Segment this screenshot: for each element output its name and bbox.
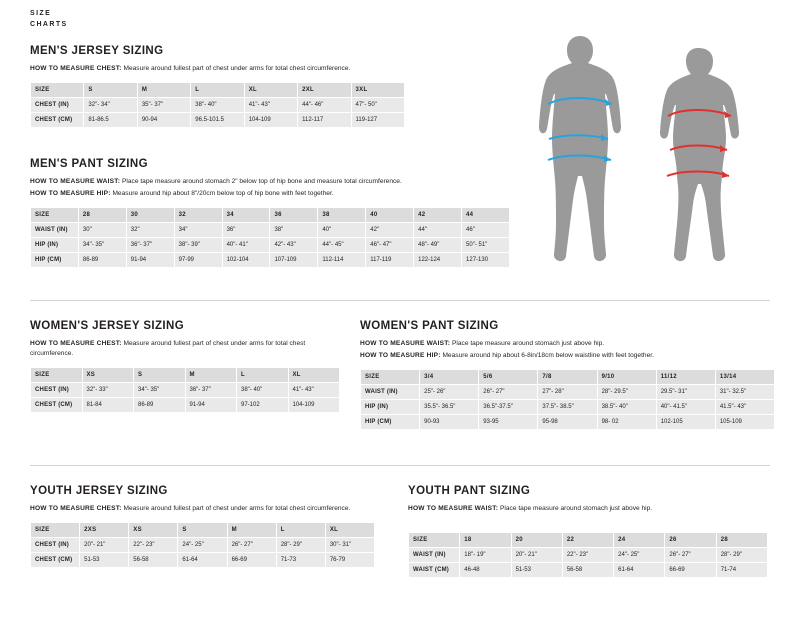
table-cell: 48"- 49" xyxy=(414,238,462,253)
table-cell: WAIST (CM) xyxy=(409,563,460,578)
table-header-cell: SIZE xyxy=(31,208,79,223)
howto-label: HOW TO MEASURE CHEST: xyxy=(30,505,122,512)
table-cell: 46" xyxy=(462,223,510,238)
table-cell: 26"- 27" xyxy=(227,538,276,553)
body-diagrams xyxy=(520,28,780,278)
table-cell: WAIST (IN) xyxy=(409,548,460,563)
female-hip-arrow-head xyxy=(722,171,729,178)
table-cell: 76-79 xyxy=(325,553,374,568)
table-cell: 27"- 28" xyxy=(538,385,597,400)
table-cell: 36"- 37" xyxy=(185,383,237,398)
table-cell: 34"- 35" xyxy=(134,383,186,398)
table-cell: HIP (CM) xyxy=(361,415,420,430)
table-header-cell: XS xyxy=(129,523,178,538)
table-cell: 41"- 43" xyxy=(288,383,340,398)
table-cell: 30" xyxy=(78,223,126,238)
table-womens-jersey xyxy=(30,367,340,413)
table-header-row xyxy=(31,523,375,538)
table-header-cell: 2XL xyxy=(298,83,351,98)
table-header-cell: L xyxy=(237,368,289,383)
table-header-cell: 34 xyxy=(222,208,270,223)
table-header-cell: 3XL xyxy=(351,83,404,98)
table-row xyxy=(409,548,768,563)
table-cell: 46-48 xyxy=(460,563,511,578)
table-cell: 36.5"-37.5" xyxy=(479,400,538,415)
table-cell: 102-105 xyxy=(656,415,715,430)
section-youth-jersey xyxy=(30,485,380,568)
table-cell: 105-109 xyxy=(715,415,774,430)
section-title-mens-jersey: MEN'S JERSEY SIZING xyxy=(30,45,164,57)
table-header-cell: 28 xyxy=(716,533,767,548)
table-row xyxy=(31,553,375,568)
table-header-cell: XL xyxy=(244,83,297,98)
table-cell: 28"- 29.5" xyxy=(597,385,656,400)
howto-label: HOW TO MEASURE WAIST: xyxy=(30,178,121,185)
table-cell: 38" xyxy=(270,223,318,238)
table-cell: 29.5"- 31" xyxy=(656,385,715,400)
table-cell: 22"- 23" xyxy=(129,538,178,553)
table-header-cell: 32 xyxy=(174,208,222,223)
table-header-cell: 36 xyxy=(270,208,318,223)
table-header-cell: S xyxy=(178,523,227,538)
howto-mens-pant-hip xyxy=(30,189,530,199)
table-cell: 104-109 xyxy=(288,398,340,413)
table-header-cell: S xyxy=(84,83,137,98)
table-cell: 51-53 xyxy=(80,553,129,568)
table-cell: 91-94 xyxy=(185,398,237,413)
table-header-cell: 18 xyxy=(460,533,511,548)
table-cell: 117-119 xyxy=(366,253,414,268)
table-cell: 37.5"- 38.5" xyxy=(538,400,597,415)
table-cell: CHEST (CM) xyxy=(31,398,83,413)
howto-label: HOW TO MEASURE WAIST: xyxy=(360,340,451,347)
table-header-cell: 11/12 xyxy=(656,370,715,385)
table-header-cell: 28 xyxy=(78,208,126,223)
table-cell: 61-64 xyxy=(614,563,665,578)
table-cell: 26"- 27" xyxy=(479,385,538,400)
table-cell: 81-86.5 xyxy=(84,113,137,128)
male-hip-arrow-head xyxy=(604,155,611,162)
table-cell: 40" xyxy=(318,223,366,238)
howto-text: Measure around hip about 6-8in/18cm below waistline with feet together. xyxy=(440,352,654,359)
table-header-cell: 13/14 xyxy=(715,370,774,385)
howto-text: Measure around fullest part of chest under arms for total chest circumference. xyxy=(121,505,351,512)
table-cell: 112-114 xyxy=(318,253,366,268)
table-cell: 38"- 40" xyxy=(191,98,244,113)
section-title-youth-jersey: YOUTH JERSEY SIZING xyxy=(30,485,168,497)
section-mens-pant xyxy=(30,158,530,268)
table-cell: 25"- 26" xyxy=(420,385,479,400)
table-row xyxy=(31,253,510,268)
table-cell: 56-58 xyxy=(129,553,178,568)
table-cell: CHEST (IN) xyxy=(31,538,80,553)
howto-text: Measure around fullest part of chest under arms for total chest circumference. xyxy=(121,65,351,72)
table-cell: 44"- 46" xyxy=(298,98,351,113)
table-cell: 34" xyxy=(174,223,222,238)
table-cell: 31"- 32.5" xyxy=(715,385,774,400)
table-row xyxy=(361,385,775,400)
table-cell: 66-69 xyxy=(665,563,716,578)
table-cell: 42" xyxy=(366,223,414,238)
table-header-cell: SIZE xyxy=(31,83,84,98)
table-header-cell: XL xyxy=(288,368,340,383)
table-cell: CHEST (CM) xyxy=(31,553,80,568)
table-cell: CHEST (IN) xyxy=(31,98,84,113)
howto-youth-jersey-chest xyxy=(30,504,360,514)
table-header-cell: SIZE xyxy=(31,368,83,383)
section-title-womens-jersey: WOMEN'S JERSEY SIZING xyxy=(30,320,185,332)
table-cell: 30"- 31" xyxy=(325,538,374,553)
table-row xyxy=(361,415,775,430)
table-cell: 24"- 25" xyxy=(614,548,665,563)
table-cell: 32"- 33" xyxy=(82,383,134,398)
page-title-line1: SIZE xyxy=(30,10,52,17)
howto-mens-jersey-chest xyxy=(30,64,510,74)
table-cell: 40"- 41.5" xyxy=(656,400,715,415)
divider-2 xyxy=(30,465,770,466)
howto-text: Place tape measure around stomach just above hip. xyxy=(498,505,653,512)
howto-label: HOW TO MEASURE HIP: xyxy=(30,190,111,197)
table-cell: 41.5"- 43" xyxy=(715,400,774,415)
table-cell: 90-93 xyxy=(420,415,479,430)
table-header-cell: 9/10 xyxy=(597,370,656,385)
table-row xyxy=(31,98,405,113)
table-cell: 46"- 47" xyxy=(366,238,414,253)
table-header-cell: SIZE xyxy=(361,370,420,385)
table-row xyxy=(31,238,510,253)
table-header-cell: 5/6 xyxy=(479,370,538,385)
table-cell: 40"- 41" xyxy=(222,238,270,253)
table-cell: 95-98 xyxy=(538,415,597,430)
table-header-cell: S xyxy=(134,368,186,383)
table-cell: 26"- 27" xyxy=(665,548,716,563)
table-cell: CHEST (CM) xyxy=(31,113,84,128)
table-header-cell: XL xyxy=(325,523,374,538)
table-cell: 102-104 xyxy=(222,253,270,268)
section-womens-jersey xyxy=(30,320,350,413)
table-cell: 41"- 43" xyxy=(244,98,297,113)
table-header-cell: 2XS xyxy=(80,523,129,538)
table-header-cell: L xyxy=(191,83,244,98)
table-cell: WAIST (IN) xyxy=(31,223,79,238)
table-youth-jersey xyxy=(30,522,375,568)
table-header-cell: SIZE xyxy=(31,523,80,538)
table-cell: 36" xyxy=(222,223,270,238)
table-cell: WAIST (IN) xyxy=(361,385,420,400)
table-header-cell: 40 xyxy=(366,208,414,223)
table-header-cell: L xyxy=(276,523,325,538)
table-cell: 34"- 35" xyxy=(78,238,126,253)
table-header-cell: 7/8 xyxy=(538,370,597,385)
table-cell: 28"- 29" xyxy=(276,538,325,553)
table-cell: 112-117 xyxy=(298,113,351,128)
table-cell: 81-84 xyxy=(82,398,134,413)
table-cell: 32"- 34" xyxy=(84,98,137,113)
table-header-cell: SIZE xyxy=(409,533,460,548)
table-header-cell: M xyxy=(185,368,237,383)
table-header-cell: M xyxy=(227,523,276,538)
table-header-cell: 22 xyxy=(562,533,613,548)
table-cell: 56-58 xyxy=(562,563,613,578)
table-row xyxy=(31,113,405,128)
table-cell: 86-89 xyxy=(134,398,186,413)
table-cell: HIP (IN) xyxy=(361,400,420,415)
table-cell: 38.5"- 40" xyxy=(597,400,656,415)
table-cell: 50"- 51" xyxy=(462,238,510,253)
table-cell: 22"- 23" xyxy=(562,548,613,563)
section-title-youth-pant: YOUTH PANT SIZING xyxy=(408,485,531,497)
table-header-row xyxy=(361,370,775,385)
section-mens-jersey xyxy=(30,45,510,128)
table-cell: 24"- 25" xyxy=(178,538,227,553)
table-cell: 36"- 37" xyxy=(126,238,174,253)
table-cell: 127-130 xyxy=(462,253,510,268)
table-cell: 38"- 40" xyxy=(237,383,289,398)
female-body-diagram xyxy=(660,48,739,261)
table-row xyxy=(409,563,768,578)
table-header-row xyxy=(31,368,340,383)
table-youth-pant xyxy=(408,532,768,578)
table-cell: 35"- 37" xyxy=(137,98,190,113)
body-diagram-svg xyxy=(520,28,780,278)
male-body-diagram xyxy=(539,36,621,261)
table-cell: 28"- 29" xyxy=(716,548,767,563)
table-cell: 90-94 xyxy=(137,113,190,128)
table-row xyxy=(31,223,510,238)
page-title xyxy=(30,8,90,30)
table-cell: 66-69 xyxy=(227,553,276,568)
section-title-womens-pant: WOMEN'S PANT SIZING xyxy=(360,320,499,332)
howto-label: HOW TO MEASURE WAIST: xyxy=(408,505,499,512)
howto-text: Measure around fullest part of chest under arms for total chest circumference. xyxy=(30,340,306,357)
section-title-mens-pant: MEN'S PANT SIZING xyxy=(30,158,148,170)
table-header-cell: XS xyxy=(82,368,134,383)
section-youth-pant xyxy=(408,485,778,578)
table-row xyxy=(361,400,775,415)
howto-womens-pant-hip xyxy=(360,351,780,361)
table-cell: 38"- 39" xyxy=(174,238,222,253)
howto-womens-jersey-chest xyxy=(30,339,350,359)
table-cell: 91-94 xyxy=(126,253,174,268)
table-cell: 35.5"- 36.5" xyxy=(420,400,479,415)
table-row xyxy=(31,383,340,398)
table-mens-jersey xyxy=(30,82,405,128)
howto-text: Place tape measure around stomach just above hip. xyxy=(450,340,605,347)
table-cell: 71-74 xyxy=(716,563,767,578)
table-cell: CHEST (IN) xyxy=(31,383,83,398)
table-mens-pant xyxy=(30,207,510,268)
table-cell: HIP (IN) xyxy=(31,238,79,253)
table-cell: 44" xyxy=(414,223,462,238)
table-cell: 119-127 xyxy=(351,113,404,128)
table-cell: 32" xyxy=(126,223,174,238)
table-header-cell: 30 xyxy=(126,208,174,223)
table-header-row xyxy=(409,533,768,548)
table-cell: 122-124 xyxy=(414,253,462,268)
table-cell: 93-95 xyxy=(479,415,538,430)
table-cell: 51-53 xyxy=(511,563,562,578)
howto-youth-pant-waist xyxy=(408,504,778,514)
section-womens-pant xyxy=(360,320,780,430)
table-header-cell: 42 xyxy=(414,208,462,223)
table-cell: 86-89 xyxy=(78,253,126,268)
table-cell: 18"- 19" xyxy=(460,548,511,563)
howto-mens-pant-waist xyxy=(30,177,530,187)
table-cell: 42"- 43" xyxy=(270,238,318,253)
table-header-cell: 44 xyxy=(462,208,510,223)
table-cell: 97-99 xyxy=(174,253,222,268)
table-cell: 47"- 50" xyxy=(351,98,404,113)
howto-text: Measure around hip about 8"/20cm below top of hip bone with feet together. xyxy=(110,190,334,197)
table-header-cell: 20 xyxy=(511,533,562,548)
table-row xyxy=(31,398,340,413)
table-header-cell: 26 xyxy=(665,533,716,548)
table-header-row xyxy=(31,83,405,98)
divider-1 xyxy=(30,300,770,301)
page-title-line2: CHARTS xyxy=(30,21,68,28)
howto-label: HOW TO MEASURE HIP: xyxy=(360,352,441,359)
table-header-cell: M xyxy=(137,83,190,98)
table-cell: 61-64 xyxy=(178,553,227,568)
table-cell: 20"- 21" xyxy=(511,548,562,563)
table-cell: 97-102 xyxy=(237,398,289,413)
howto-label: HOW TO MEASURE CHEST: xyxy=(30,340,122,347)
howto-label: HOW TO MEASURE CHEST: xyxy=(30,65,122,72)
howto-text: Place tape measure around stomach 2" below top of hip bone and measure total circumference. xyxy=(120,178,402,185)
table-cell: 20"- 21" xyxy=(80,538,129,553)
table-cell: 96.5-101.5 xyxy=(191,113,244,128)
table-header-cell: 24 xyxy=(614,533,665,548)
table-cell: HIP (CM) xyxy=(31,253,79,268)
table-womens-pant xyxy=(360,369,775,430)
table-header-row xyxy=(31,208,510,223)
table-row xyxy=(31,538,375,553)
table-cell: 44"- 45" xyxy=(318,238,366,253)
table-cell: 104-109 xyxy=(244,113,297,128)
table-cell: 107-109 xyxy=(270,253,318,268)
table-header-cell: 3/4 xyxy=(420,370,479,385)
table-cell: 98- 02 xyxy=(597,415,656,430)
howto-womens-pant-waist xyxy=(360,339,780,349)
table-cell: 71-73 xyxy=(276,553,325,568)
table-header-cell: 38 xyxy=(318,208,366,223)
